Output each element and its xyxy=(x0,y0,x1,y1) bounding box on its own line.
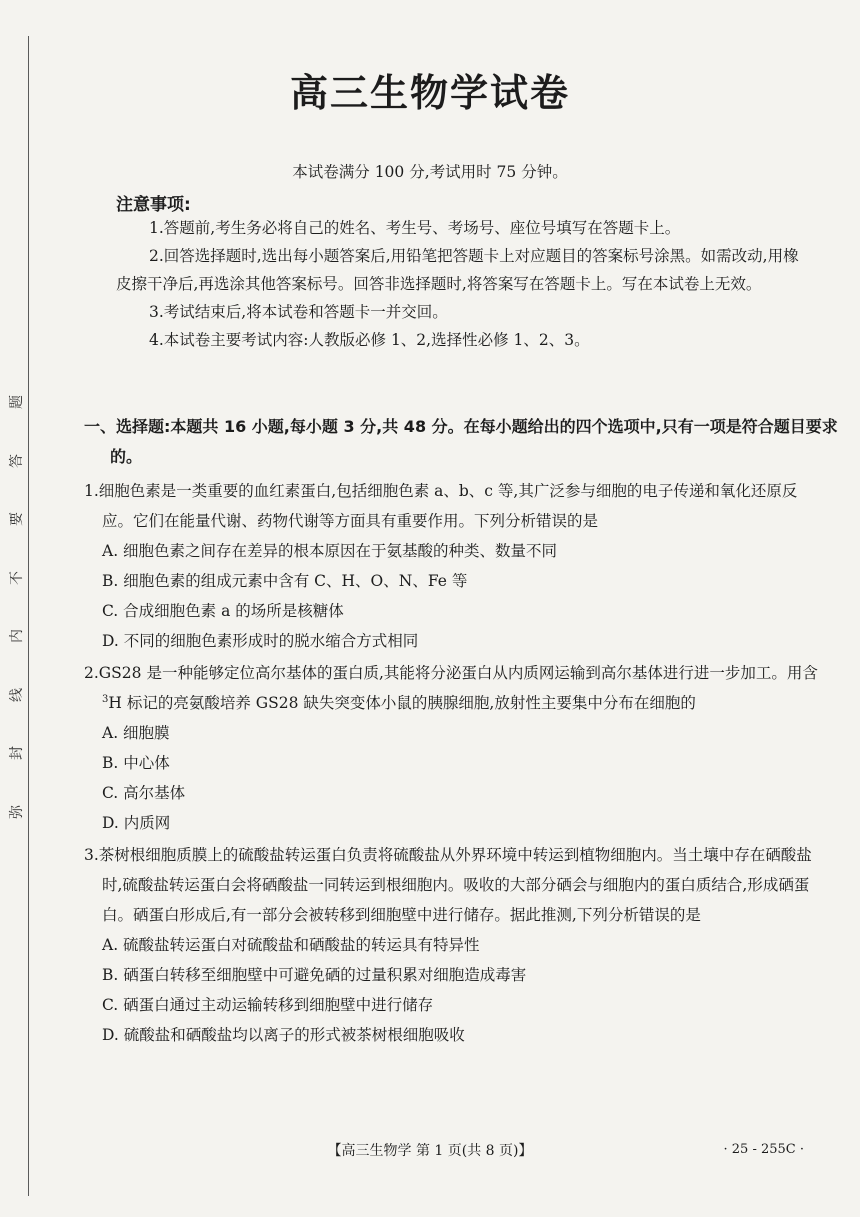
notice-item: 4.本试卷主要考试内容:人教版必修 1、2,选择性必修 1、2、3。 xyxy=(149,331,590,349)
option-b: B. 硒蛋白转移至细胞壁中可避免硒的过量积累对细胞造成毒害 xyxy=(102,966,527,984)
question-3 xyxy=(84,840,822,1050)
stem-text: 2.GS28 是一种能够定位高尔基体的蛋白质,其能将分泌蛋白从内质网运输到高尔基体进行进一步加工。用含 xyxy=(84,664,818,682)
option-c: C. 高尔基体 xyxy=(102,784,186,802)
binding-char: 不 xyxy=(9,570,25,585)
binding-line xyxy=(28,36,29,1196)
question-list xyxy=(84,476,822,1052)
notice-item: 2.回答选择题时,选出每小题答案后,用铅笔把答题卡上对应题目的答案标号涂黑。如需改动,用橡皮擦干净后,再选涂其他答案标号。回答非选择题时,将答案写在答题卡上。写在本试卷上无效。 xyxy=(116,247,799,293)
paper-code: · 25 - 255C · xyxy=(723,1142,804,1157)
option-d: D. 内质网 xyxy=(102,814,171,832)
notice-item: 3.考试结束后,将本试卷和答题卡一并交回。 xyxy=(149,303,448,321)
option-d: D. 不同的细胞色素形成时的脱水缩合方式相同 xyxy=(102,632,419,650)
option-a: A. 细胞膜 xyxy=(102,724,170,742)
question-stem: 1.细胞色素是一类重要的血红素蛋白,包括细胞色素 a、b、c 等,其广泛参与细胞的电子传递和氧化还原反应。它们在能量代谢、药物代谢等方面具有重要作用。下列分析错误的是 xyxy=(84,482,798,530)
stem-text: H 标记的亮氨酸培养 GS28 缺失突变体小鼠的胰腺细胞,放射性主要集中分布在细胞的 xyxy=(108,694,696,712)
question-2 xyxy=(84,658,822,838)
option-b: B. 细胞色素的组成元素中含有 C、H、O、N、Fe 等 xyxy=(102,572,468,590)
binding-char: 封 xyxy=(9,746,25,761)
binding-notice xyxy=(6,392,26,822)
binding-char: 线 xyxy=(9,687,25,702)
binding-char: 内 xyxy=(9,629,25,644)
page-footer: 【高三生物学 第 1 页(共 8 页)】 xyxy=(327,1143,533,1159)
option-c: C. 硒蛋白通过主动运输转移到细胞壁中进行储存 xyxy=(102,996,434,1014)
section-heading: 一、选择题:本题共 16 小题,每小题 3 分,共 48 分。在每小题给出的四个选项中,只有一项是符合题目要求的。 xyxy=(84,417,838,466)
option-b: B. 中心体 xyxy=(102,754,170,772)
superscript: 3 xyxy=(102,693,109,705)
option-a: A. 硫酸盐转运蛋白对硫酸盐和硒酸盐的转运具有特异性 xyxy=(102,936,480,954)
notice-list xyxy=(116,214,806,354)
page-title: 高三生物学试卷 xyxy=(289,71,570,115)
binding-char: 弥 xyxy=(9,804,25,819)
binding-char: 要 xyxy=(9,512,25,527)
question-1 xyxy=(84,476,822,656)
exam-meta: 本试卷满分 100 分,考试用时 75 分钟。 xyxy=(292,163,568,181)
binding-char: 题 xyxy=(9,395,25,409)
notice-item: 1.答题前,考生务必将自己的姓名、考生号、考场号、座位号填写在答题卡上。 xyxy=(149,219,681,237)
option-c: C. 合成细胞色素 a 的场所是核糖体 xyxy=(102,602,344,620)
question-stem xyxy=(84,658,822,718)
question-stem: 3.茶树根细胞质膜上的硫酸盐转运蛋白负责将硫酸盐从外界环境中转运到植物细胞内。当土壤中存在硒酸盐时,硫酸盐转运蛋白会将硒酸盐一同转运到根细胞内。吸收的大部分硒会与细胞内的蛋白质结合,形成硒蛋白。硒蛋白形成后,有一部分会被转移到细胞壁中进行储存。据此推测,下列分析错误的是 xyxy=(84,846,812,924)
option-d: D. 硫酸盐和硒酸盐均以离子的形式被茶树根细胞吸收 xyxy=(102,1026,465,1044)
option-a: A. 细胞色素之间存在差异的根本原因在于氨基酸的种类、数量不同 xyxy=(102,542,558,560)
binding-char: 答 xyxy=(9,453,25,468)
notice-heading: 注意事项: xyxy=(116,195,191,215)
